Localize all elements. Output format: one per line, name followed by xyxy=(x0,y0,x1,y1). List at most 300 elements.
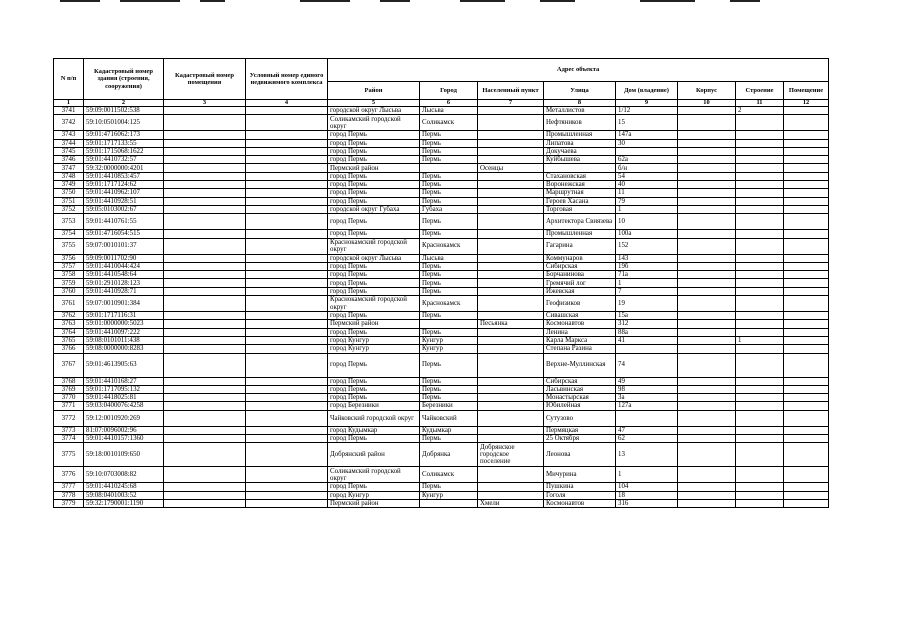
settlement-cell xyxy=(478,377,544,385)
row-number: 3769 xyxy=(54,385,84,393)
district-cell: Пермский район xyxy=(328,164,420,172)
cadastral-building-cell: 59:01:1717116:31 xyxy=(84,312,164,320)
header-conditional-number: Условный номер единого недвижимого комплекса xyxy=(246,59,328,100)
stroenie-cell xyxy=(736,345,784,353)
cadastral-building-cell: 59:01:4716062:173 xyxy=(84,131,164,139)
city-cell xyxy=(420,164,478,172)
settlement-cell: Добрянское городское поселение xyxy=(478,443,544,467)
cadastral-building-cell: 59:01:0000000:5023 xyxy=(84,320,164,328)
conditional-number-cell xyxy=(246,296,328,312)
settlement-cell xyxy=(478,271,544,279)
korpus-cell xyxy=(678,336,736,344)
street-cell: Липатова xyxy=(544,139,616,147)
pomeshchenie-cell xyxy=(784,279,829,287)
table-row xyxy=(54,435,829,443)
row-number: 3748 xyxy=(54,172,84,180)
stroenie-cell xyxy=(736,230,784,238)
city-cell: Березники xyxy=(420,402,478,410)
conditional-number-cell xyxy=(246,230,328,238)
city-cell: Пермь xyxy=(420,312,478,320)
street-cell: Карла Маркса xyxy=(544,336,616,344)
house-cell: 152 xyxy=(616,238,678,254)
korpus-cell xyxy=(678,139,736,147)
house-cell: 316 xyxy=(616,499,678,507)
header-cadastral-room: Кадастровый номер помещения xyxy=(164,59,246,100)
house-cell: 79 xyxy=(616,197,678,205)
stroenie-cell xyxy=(736,499,784,507)
street-cell: Гагарина xyxy=(544,238,616,254)
cadastral-building-cell: 59:10:0501004:125 xyxy=(84,115,164,131)
stroenie-cell xyxy=(736,205,784,213)
row-number: 3760 xyxy=(54,287,84,295)
row-number: 3757 xyxy=(54,262,84,270)
korpus-cell xyxy=(678,426,736,434)
korpus-cell xyxy=(678,435,736,443)
city-cell: Пермь xyxy=(420,172,478,180)
pomeshchenie-cell xyxy=(784,499,829,507)
stroenie-cell xyxy=(736,164,784,172)
cadastral-building-cell: 59:01:4716054:515 xyxy=(84,230,164,238)
cadastral-building-cell: 59:32:1790001:1190 xyxy=(84,499,164,507)
pomeshchenie-cell xyxy=(784,172,829,180)
district-cell: город Кунгур xyxy=(328,336,420,344)
stroenie-cell xyxy=(736,483,784,491)
house-cell: 15 xyxy=(616,115,678,131)
house-cell: 98 xyxy=(616,385,678,393)
city-cell: Пермь xyxy=(420,156,478,164)
column-number: 5 xyxy=(328,100,420,107)
stroenie-cell xyxy=(736,443,784,467)
district-cell: город Пермь xyxy=(328,279,420,287)
column-number: 2 xyxy=(84,100,164,107)
table-row xyxy=(54,467,829,483)
city-cell xyxy=(420,320,478,328)
korpus-cell xyxy=(678,271,736,279)
korpus-cell xyxy=(678,147,736,155)
city-cell: Пермь xyxy=(420,139,478,147)
stroenie-cell xyxy=(736,139,784,147)
cadastral-building-cell: 59:32:0000000:4201 xyxy=(84,164,164,172)
table-row xyxy=(54,156,829,164)
cadastral-building-cell: 59:08:0401003:52 xyxy=(84,491,164,499)
korpus-cell xyxy=(678,115,736,131)
table-row xyxy=(54,296,829,312)
city-cell: Соликамск xyxy=(420,467,478,483)
row-number: 3771 xyxy=(54,402,84,410)
house-cell: 41 xyxy=(616,336,678,344)
city-cell: Пермь xyxy=(420,287,478,295)
house-cell: 15а xyxy=(616,312,678,320)
table-row xyxy=(54,230,829,238)
cadastral-room-cell xyxy=(164,467,246,483)
stroenie-cell xyxy=(736,287,784,295)
settlement-cell xyxy=(478,115,544,131)
pomeshchenie-cell xyxy=(784,262,829,270)
header-cadastral-building: Кадастровый номер здания (строения, сооружения) xyxy=(84,59,164,100)
column-number: 8 xyxy=(544,100,616,107)
city-cell: Кунгур xyxy=(420,345,478,353)
conditional-number-cell xyxy=(246,115,328,131)
stroenie-cell xyxy=(736,410,784,426)
house-cell: 19б xyxy=(616,262,678,270)
conditional-number-cell xyxy=(246,197,328,205)
settlement-cell xyxy=(478,238,544,254)
settlement-cell xyxy=(478,336,544,344)
district-cell: город Пермь xyxy=(328,377,420,385)
conditional-number-cell xyxy=(246,287,328,295)
district-cell: город Кунгур xyxy=(328,491,420,499)
table-row xyxy=(54,491,829,499)
city-cell: Краснокамск xyxy=(420,296,478,312)
city-cell: Лысьва xyxy=(420,107,478,115)
header-house: Дом (владение) xyxy=(616,82,678,100)
city-cell: Добрянка xyxy=(420,443,478,467)
cadastral-room-cell xyxy=(164,238,246,254)
stroenie-cell xyxy=(736,328,784,336)
pomeshchenie-cell xyxy=(784,181,829,189)
conditional-number-cell xyxy=(246,205,328,213)
cadastral-room-cell xyxy=(164,377,246,385)
cadastral-building-cell: 59:01:4410157:1360 xyxy=(84,435,164,443)
district-cell: город Кунгур xyxy=(328,345,420,353)
row-number: 3753 xyxy=(54,214,84,230)
table-row xyxy=(54,499,829,507)
cadastral-building-cell: 59:08:0000000:8283 xyxy=(84,345,164,353)
pomeshchenie-cell xyxy=(784,197,829,205)
row-number: 3764 xyxy=(54,328,84,336)
city-cell: Пермь xyxy=(420,377,478,385)
table-row xyxy=(54,181,829,189)
settlement-cell xyxy=(478,426,544,434)
row-number: 3761 xyxy=(54,296,84,312)
cadastral-room-cell xyxy=(164,164,246,172)
cadastral-room-cell xyxy=(164,312,246,320)
district-cell: город Пермь xyxy=(328,197,420,205)
row-number: 3767 xyxy=(54,353,84,377)
cadastral-building-cell: 59:01:1717124:62 xyxy=(84,181,164,189)
pomeshchenie-cell xyxy=(784,443,829,467)
header-korpus: Корпус xyxy=(678,82,736,100)
street-cell: Докучаева xyxy=(544,147,616,155)
column-number: 3 xyxy=(164,100,246,107)
house-cell: 30 xyxy=(616,139,678,147)
cadastral-building-cell: 59:01:4410245:68 xyxy=(84,483,164,491)
stroenie-cell xyxy=(736,426,784,434)
district-cell: город Пермь xyxy=(328,271,420,279)
pomeshchenie-cell xyxy=(784,426,829,434)
cadastral-room-cell xyxy=(164,147,246,155)
cadastral-room-cell xyxy=(164,197,246,205)
street-cell: Борчанинова xyxy=(544,271,616,279)
settlement-cell xyxy=(478,491,544,499)
street-cell: Монастырская xyxy=(544,394,616,402)
settlement-cell xyxy=(478,483,544,491)
house-cell: 54 xyxy=(616,172,678,180)
street-cell: Гоголя xyxy=(544,491,616,499)
cadastral-building-cell: 81:07:0096002:96 xyxy=(84,426,164,434)
city-cell: Соликамск xyxy=(420,115,478,131)
district-cell: Чайковский городской округ xyxy=(328,410,420,426)
korpus-cell xyxy=(678,499,736,507)
conditional-number-cell xyxy=(246,254,328,262)
row-number: 3768 xyxy=(54,377,84,385)
row-number: 3773 xyxy=(54,426,84,434)
cadastral-room-cell xyxy=(164,287,246,295)
settlement-cell xyxy=(478,205,544,213)
stroenie-cell xyxy=(736,189,784,197)
street-cell: Ижевская xyxy=(544,287,616,295)
district-cell: Добрянский район xyxy=(328,443,420,467)
conditional-number-cell xyxy=(246,139,328,147)
district-cell: город Кудымкар xyxy=(328,426,420,434)
pomeshchenie-cell xyxy=(784,385,829,393)
cadastral-building-cell: 59:01:1717133:55 xyxy=(84,139,164,147)
table-row xyxy=(54,426,829,434)
settlement-cell xyxy=(478,197,544,205)
city-cell: Губаха xyxy=(420,205,478,213)
street-cell: Космонавтов xyxy=(544,499,616,507)
cadastral-room-cell xyxy=(164,328,246,336)
cadastral-building-cell: 59:09:0011702:90 xyxy=(84,254,164,262)
korpus-cell xyxy=(678,172,736,180)
street-cell: Космонавтов xyxy=(544,320,616,328)
city-cell: Пермь xyxy=(420,353,478,377)
cadastral-building-cell: 59:01:4410761:55 xyxy=(84,214,164,230)
cadastral-building-cell: 59:18:0010109:650 xyxy=(84,443,164,467)
korpus-cell xyxy=(678,107,736,115)
city-cell: Кунгур xyxy=(420,336,478,344)
city-cell: Пермь xyxy=(420,262,478,270)
house-cell xyxy=(616,345,678,353)
district-cell: город Пермь xyxy=(328,189,420,197)
korpus-cell xyxy=(678,402,736,410)
district-cell: город Пермь xyxy=(328,385,420,393)
table-row xyxy=(54,238,829,254)
cadastral-building-cell: 59:01:1717095:132 xyxy=(84,385,164,393)
cadastral-room-cell xyxy=(164,271,246,279)
cadastral-building-cell: 59:01:4410732:57 xyxy=(84,156,164,164)
district-cell: городской округ Лысьва xyxy=(328,254,420,262)
cadastral-room-cell xyxy=(164,230,246,238)
house-cell: 1 xyxy=(616,467,678,483)
settlement-cell xyxy=(478,312,544,320)
city-cell: Пермь xyxy=(420,271,478,279)
house-cell: 1/12 xyxy=(616,107,678,115)
table-row xyxy=(54,328,829,336)
row-number: 3774 xyxy=(54,435,84,443)
table-row xyxy=(54,205,829,213)
settlement-cell xyxy=(478,181,544,189)
street-cell: Сибирская xyxy=(544,377,616,385)
stroenie-cell: 2 xyxy=(736,107,784,115)
column-number: 1 xyxy=(54,100,84,107)
settlement-cell: Песьянка xyxy=(478,320,544,328)
conditional-number-cell xyxy=(246,328,328,336)
pomeshchenie-cell xyxy=(784,238,829,254)
conditional-number-cell xyxy=(246,147,328,155)
pomeshchenie-cell xyxy=(784,320,829,328)
stroenie-cell xyxy=(736,296,784,312)
street-cell xyxy=(544,164,616,172)
stroenie-cell xyxy=(736,147,784,155)
korpus-cell xyxy=(678,467,736,483)
cadastral-building-cell: 59:01:4410044:424 xyxy=(84,262,164,270)
settlement-cell xyxy=(478,139,544,147)
korpus-cell xyxy=(678,214,736,230)
pomeshchenie-cell xyxy=(784,410,829,426)
stroenie-cell xyxy=(736,320,784,328)
table-row xyxy=(54,172,829,180)
district-cell: город Пермь xyxy=(328,312,420,320)
cadastral-room-cell xyxy=(164,491,246,499)
settlement-cell xyxy=(478,296,544,312)
cadastral-room-cell xyxy=(164,131,246,139)
cadastral-room-cell xyxy=(164,181,246,189)
korpus-cell xyxy=(678,197,736,205)
table-row xyxy=(54,254,829,262)
pomeshchenie-cell xyxy=(784,107,829,115)
district-cell: Краснокамский городской округ xyxy=(328,238,420,254)
column-number: 9 xyxy=(616,100,678,107)
table-row xyxy=(54,312,829,320)
street-cell: Пушкина xyxy=(544,483,616,491)
korpus-cell xyxy=(678,491,736,499)
pomeshchenie-cell xyxy=(784,230,829,238)
row-number: 3762 xyxy=(54,312,84,320)
korpus-cell xyxy=(678,394,736,402)
district-cell: город Пермь xyxy=(328,435,420,443)
house-cell: 13 xyxy=(616,443,678,467)
street-cell: 25 Октября xyxy=(544,435,616,443)
row-number: 3744 xyxy=(54,139,84,147)
cadastral-building-cell: 59:01:4410097:222 xyxy=(84,328,164,336)
cadastral-building-cell: 59:01:4613905:63 xyxy=(84,353,164,377)
pomeshchenie-cell xyxy=(784,254,829,262)
korpus-cell xyxy=(678,353,736,377)
cadastral-building-cell: 59:01:4410962:107 xyxy=(84,189,164,197)
street-cell: Степана Разина xyxy=(544,345,616,353)
stroenie-cell xyxy=(736,377,784,385)
row-number: 3775 xyxy=(54,443,84,467)
table-row xyxy=(54,147,829,155)
house-cell: 71а xyxy=(616,271,678,279)
korpus-cell xyxy=(678,328,736,336)
street-cell: Торговая xyxy=(544,205,616,213)
cadastral-room-cell xyxy=(164,443,246,467)
cadastral-room-cell xyxy=(164,426,246,434)
stroenie-cell xyxy=(736,279,784,287)
korpus-cell xyxy=(678,287,736,295)
settlement-cell: Хмели xyxy=(478,499,544,507)
street-cell: Юбилейная xyxy=(544,402,616,410)
pomeshchenie-cell xyxy=(784,205,829,213)
settlement-cell xyxy=(478,262,544,270)
conditional-number-cell xyxy=(246,353,328,377)
header-address-group: Адрес объекта xyxy=(328,59,829,82)
stroenie-cell xyxy=(736,172,784,180)
row-number: 3742 xyxy=(54,115,84,131)
table-row xyxy=(54,279,829,287)
house-cell: 127а xyxy=(616,402,678,410)
settlement-cell xyxy=(478,107,544,115)
street-cell: Маршрутная xyxy=(544,189,616,197)
cadastral-room-cell xyxy=(164,262,246,270)
row-number: 3746 xyxy=(54,156,84,164)
pomeshchenie-cell xyxy=(784,115,829,131)
pomeshchenie-cell xyxy=(784,353,829,377)
korpus-cell xyxy=(678,181,736,189)
table-row xyxy=(54,189,829,197)
korpus-cell xyxy=(678,230,736,238)
district-cell: город Пермь xyxy=(328,353,420,377)
street-cell: Героев Хасана xyxy=(544,197,616,205)
table-row xyxy=(54,353,829,377)
street-cell: Гремячий лог xyxy=(544,279,616,287)
conditional-number-cell xyxy=(246,499,328,507)
street-cell: Верхне-Муллинская xyxy=(544,353,616,377)
table-row xyxy=(54,287,829,295)
row-number: 3776 xyxy=(54,467,84,483)
district-cell: город Пермь xyxy=(328,139,420,147)
stroenie-cell: 1 xyxy=(736,336,784,344)
row-number: 3750 xyxy=(54,189,84,197)
conditional-number-cell xyxy=(246,312,328,320)
row-number: 3759 xyxy=(54,279,84,287)
district-cell: Краснокамский городской округ xyxy=(328,296,420,312)
row-number: 3765 xyxy=(54,336,84,344)
house-cell: 143 xyxy=(616,254,678,262)
table-row xyxy=(54,394,829,402)
table-row xyxy=(54,336,829,344)
cadastral-building-cell: 59:10:0703008:82 xyxy=(84,467,164,483)
settlement-cell xyxy=(478,189,544,197)
stroenie-cell xyxy=(736,402,784,410)
table-row xyxy=(54,345,829,353)
cadastral-room-cell xyxy=(164,320,246,328)
row-number: 3752 xyxy=(54,205,84,213)
register-rows xyxy=(54,107,829,508)
cadastral-building-cell: 59:09:0011502:538 xyxy=(84,107,164,115)
house-cell: 104 xyxy=(616,483,678,491)
korpus-cell xyxy=(678,189,736,197)
house-cell: 62а xyxy=(616,156,678,164)
korpus-cell xyxy=(678,238,736,254)
district-cell: городской округ Лысьва xyxy=(328,107,420,115)
conditional-number-cell xyxy=(246,402,328,410)
stroenie-cell xyxy=(736,262,784,270)
cadastral-room-cell xyxy=(164,115,246,131)
cadastral-building-cell: 59:01:4410548:64 xyxy=(84,271,164,279)
table-row xyxy=(54,443,829,467)
conditional-number-cell xyxy=(246,181,328,189)
conditional-number-cell xyxy=(246,189,328,197)
korpus-cell xyxy=(678,164,736,172)
city-cell: Пермь xyxy=(420,147,478,155)
table-row xyxy=(54,320,829,328)
row-number: 3745 xyxy=(54,147,84,155)
cadastral-building-cell: 59:01:4410853:457 xyxy=(84,172,164,180)
cadastral-room-cell xyxy=(164,385,246,393)
conditional-number-cell xyxy=(246,467,328,483)
column-number: 4 xyxy=(246,100,328,107)
settlement-cell xyxy=(478,230,544,238)
city-cell: Кунгур xyxy=(420,491,478,499)
district-cell: город Пермь xyxy=(328,483,420,491)
stroenie-cell xyxy=(736,181,784,189)
row-number: 3766 xyxy=(54,345,84,353)
conditional-number-cell xyxy=(246,443,328,467)
stroenie-cell xyxy=(736,353,784,377)
